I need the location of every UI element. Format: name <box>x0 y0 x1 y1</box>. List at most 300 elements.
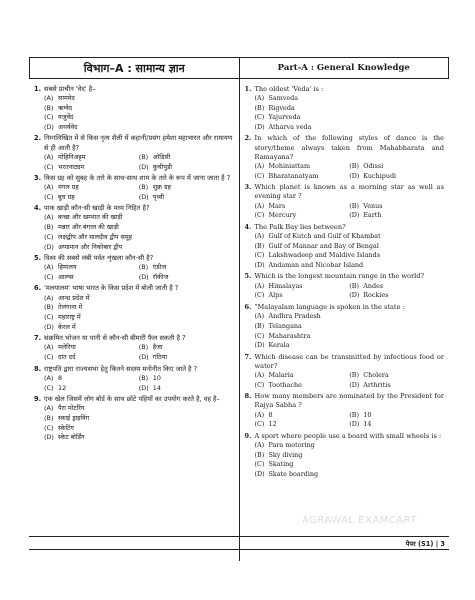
answer-option <box>139 153 234 163</box>
option-letter: (D) <box>254 123 265 132</box>
option-letter: (A) <box>254 371 265 380</box>
question-row <box>34 365 234 374</box>
question-number: 8. <box>34 364 42 373</box>
answer-option <box>255 291 350 301</box>
option-text: Skating <box>268 460 294 469</box>
answer-option <box>44 294 234 304</box>
option-text: पैरा मोटरिंग <box>58 404 85 413</box>
question-number: 6. <box>34 284 42 293</box>
option-text: 14 <box>152 383 161 392</box>
option-text: कुचीपुडी <box>152 162 173 171</box>
answer-option <box>349 381 444 391</box>
option-text: ऋग्वेद <box>58 103 73 112</box>
option-text: Alps <box>268 291 283 300</box>
option-text: मन्नार और बंगाल की खाड़ी <box>58 223 119 232</box>
answer-option <box>255 211 350 221</box>
option-letter: (B) <box>349 410 359 419</box>
question-text: पाक खाड़ी कौन-सी खाड़ी के मध्य निहित है? <box>44 204 150 213</box>
option-letter: (A) <box>44 183 54 192</box>
option-text: तेलंगाना में <box>58 303 83 312</box>
option-letter: (A) <box>254 410 265 419</box>
question-text: सबसे प्राचीन 'वेद' है– <box>44 84 96 93</box>
option-text: Cholera <box>363 371 389 380</box>
answer-option <box>255 113 445 123</box>
option-text: Andhra Pradesh <box>268 311 321 320</box>
options-list <box>34 263 234 283</box>
answer-option <box>139 163 234 173</box>
question-row <box>34 85 234 94</box>
answer-option <box>44 433 234 443</box>
option-text: महाराष्ट्र में <box>58 313 81 322</box>
option-letter: (C) <box>254 331 265 340</box>
answer-option <box>44 414 234 424</box>
option-letter: (D) <box>44 322 54 331</box>
question-number: 8. <box>244 392 252 401</box>
option-text: Atharva veda <box>268 123 312 132</box>
option-text: केरल में <box>58 322 76 331</box>
option-letter: (A) <box>44 263 54 272</box>
answer-option <box>255 371 350 381</box>
question-number: 5. <box>244 272 252 281</box>
answer-option <box>44 384 139 394</box>
option-letter: (A) <box>44 404 54 413</box>
question-text: A sport where people use a board with small wheels is : <box>254 431 442 440</box>
answer-option <box>349 202 444 212</box>
question-number: 1. <box>34 84 42 93</box>
question-row <box>245 392 445 410</box>
option-letter: (D) <box>138 383 149 392</box>
answer-option <box>255 460 445 470</box>
options-list <box>245 371 445 391</box>
option-text: Telangana <box>268 321 302 330</box>
option-letter: (D) <box>349 291 360 300</box>
option-letter: (A) <box>254 231 265 240</box>
option-letter: (C) <box>44 353 54 362</box>
answer-option <box>139 353 234 363</box>
question-number: 3. <box>244 183 252 192</box>
option-text: Mohiniattam <box>268 162 311 170</box>
option-letter: (C) <box>254 291 265 300</box>
option-letter: (D) <box>254 261 265 270</box>
options-list <box>245 232 445 271</box>
answer-option <box>139 384 234 394</box>
option-text: आन्ध्र प्रदेश में <box>58 293 90 302</box>
option-letter: (D) <box>138 192 149 201</box>
question-block <box>34 284 234 332</box>
options-list <box>34 343 234 363</box>
question-text: The oldest 'Veda' is : <box>254 84 324 93</box>
option-text: Gulf of Mannar and Bay of Bengal <box>268 241 379 250</box>
answer-option <box>139 343 234 353</box>
answer-option <box>349 291 444 301</box>
option-letter: (B) <box>138 263 149 272</box>
option-text: पृथ्वी <box>152 192 165 201</box>
answer-option <box>349 172 444 182</box>
option-text: Mars <box>268 201 286 210</box>
option-text: लक्षद्वीप और मालदीव द्वीप समूह <box>58 232 133 241</box>
option-text: 8 <box>58 373 63 382</box>
option-text: 12 <box>268 420 277 429</box>
question-number: 4. <box>244 222 252 231</box>
question-block <box>34 334 234 363</box>
option-letter: (A) <box>254 281 265 290</box>
question-number: 5. <box>34 254 42 263</box>
answer-option <box>44 94 234 104</box>
answer-option <box>44 353 139 363</box>
section-header <box>29 57 449 79</box>
page-number-label: पेपर (S1) | 3 <box>405 539 445 548</box>
option-letter: (C) <box>44 192 54 201</box>
option-text: कच्छ और खम्भात की खाड़ी <box>58 213 123 222</box>
option-text: मंगल ग्रह <box>58 183 79 192</box>
option-text: Odissi <box>363 162 384 170</box>
answer-option <box>255 312 445 322</box>
question-block <box>245 392 445 430</box>
answer-option <box>349 282 444 292</box>
question-text: विश्व की सबसे लंबी पर्वत शृंखला कौन-सी है? <box>44 254 154 263</box>
option-text: Skate boarding <box>268 470 319 479</box>
option-letter: (D) <box>254 470 265 479</box>
option-letter: (D) <box>138 353 149 362</box>
option-text: Para motoring <box>268 440 315 449</box>
option-letter: (C) <box>254 420 265 429</box>
options-list <box>245 411 445 431</box>
question-block <box>34 365 234 394</box>
answer-option <box>255 411 350 421</box>
option-letter: (B) <box>44 103 54 112</box>
option-letter: (C) <box>254 380 265 389</box>
option-text: Earth <box>363 211 382 220</box>
answer-option <box>255 261 445 271</box>
option-letter: (A) <box>254 440 265 449</box>
option-text: स्केटिंग <box>58 423 74 432</box>
question-number: 9. <box>34 394 42 403</box>
answer-option <box>44 153 139 163</box>
question-text: संक्रमित भोजन या पानी से कौन-सी बीमारी फैल सकती है ? <box>44 334 186 343</box>
option-text: यजुर्वेद <box>58 113 74 122</box>
question-row <box>245 303 445 312</box>
answer-option <box>139 183 234 193</box>
question-block <box>34 174 234 203</box>
option-text: Sky diving <box>268 450 303 459</box>
answer-option <box>44 104 234 114</box>
answer-option <box>44 263 139 273</box>
option-text: Mercury <box>268 211 297 220</box>
option-letter: (B) <box>254 321 265 330</box>
question-columns <box>29 79 449 561</box>
option-letter: (D) <box>44 123 54 132</box>
question-text: Which planet is known as a morning star as well as evening star ? <box>254 183 444 201</box>
option-text: रॉकीज <box>152 273 169 282</box>
option-text: अथर्ववेद <box>58 123 78 132</box>
option-text: मोहिनिअट्टम <box>58 152 86 161</box>
question-row <box>245 223 445 232</box>
option-text: Arthritis <box>363 380 391 389</box>
question-number: 2. <box>34 134 42 143</box>
answer-option <box>139 263 234 273</box>
option-letter: (C) <box>254 113 265 122</box>
question-block <box>245 134 445 181</box>
option-text: Gulf of Kutch and Gulf of Khambat <box>268 231 381 240</box>
option-letter: (A) <box>254 93 265 102</box>
option-text: गठिया <box>152 353 168 362</box>
options-list <box>34 153 234 173</box>
question-number: 1. <box>244 84 252 93</box>
question-block <box>34 85 234 133</box>
question-row <box>34 334 234 343</box>
option-text: ओडिसी <box>152 152 171 161</box>
option-text: 10 <box>363 410 372 419</box>
answer-option <box>44 113 234 123</box>
answer-option <box>255 341 445 351</box>
option-text: हैजा <box>152 343 163 352</box>
option-text: बुध ग्रह <box>58 192 75 201</box>
question-row <box>245 272 445 281</box>
answer-option <box>255 251 445 261</box>
option-letter: (B) <box>349 281 359 290</box>
option-text: सामवेद <box>58 93 75 102</box>
answer-option <box>349 211 444 221</box>
option-text: Maharashtra <box>268 331 311 340</box>
option-letter: (A) <box>44 93 54 102</box>
option-letter: (D) <box>138 273 149 282</box>
question-number: 7. <box>34 334 42 343</box>
question-row <box>34 174 234 183</box>
options-list <box>245 312 445 351</box>
english-section-title: Part-A : General Knowledge <box>277 63 410 73</box>
option-letter: (C) <box>44 232 54 241</box>
option-text: Himalayas <box>268 281 303 290</box>
option-text: दांत दर्द <box>58 353 76 362</box>
question-block <box>245 353 445 391</box>
option-text: एंडीज <box>152 263 167 272</box>
answer-option <box>44 374 139 384</box>
option-letter: (B) <box>44 413 54 422</box>
option-letter: (B) <box>44 223 54 232</box>
question-row <box>34 204 234 213</box>
option-letter: (D) <box>349 380 360 389</box>
answer-option <box>255 242 445 252</box>
option-letter: (D) <box>44 242 54 251</box>
answer-option <box>44 233 234 243</box>
option-text: शुक्र ग्रह <box>152 183 172 192</box>
option-letter: (A) <box>254 162 265 170</box>
answer-option <box>255 202 350 212</box>
option-letter: (D) <box>349 211 360 220</box>
option-letter: (A) <box>44 373 54 382</box>
option-letter: (B) <box>138 152 149 161</box>
option-text: Venus <box>363 201 383 210</box>
option-letter: (C) <box>44 162 54 171</box>
option-letter: (B) <box>349 162 359 170</box>
answer-option <box>255 381 350 391</box>
answer-option <box>44 313 234 323</box>
answer-option <box>255 420 350 430</box>
option-letter: (B) <box>254 103 265 112</box>
answer-option <box>44 183 139 193</box>
options-list <box>34 404 234 443</box>
question-row <box>245 183 445 201</box>
question-text: How many members are nominated by the President for Rajya Sabha ? <box>254 392 444 410</box>
option-letter: (C) <box>44 313 54 322</box>
option-letter: (A) <box>44 343 54 352</box>
question-block <box>245 432 445 480</box>
question-text: निम्नलिखित में से किस नृत्य शैली में कहानी/प्रसंग हमेशा महाभारत और रामायण से ही आती है? <box>44 134 233 152</box>
question-text: Which disease can be transmitted by infectious food or water? <box>254 352 444 370</box>
answer-option <box>44 213 234 223</box>
answer-option <box>44 163 139 173</box>
answer-option <box>255 451 445 461</box>
option-letter: (C) <box>44 113 54 122</box>
watermark-text: AGRAWAL EXAMCART <box>302 515 417 526</box>
question-number: 6. <box>244 302 252 311</box>
options-list <box>34 213 234 252</box>
option-letter: (A) <box>44 293 54 302</box>
option-letter: (D) <box>138 162 149 171</box>
answer-option <box>44 343 139 353</box>
option-letter: (A) <box>44 213 54 222</box>
question-row <box>245 432 445 441</box>
question-row <box>245 353 445 371</box>
option-text: स्काई ड्राइविंग <box>58 413 90 422</box>
answer-option <box>44 243 234 253</box>
option-text: हिमालय <box>58 263 77 272</box>
option-letter: (D) <box>44 433 54 442</box>
option-letter: (C) <box>44 273 54 282</box>
option-letter: (C) <box>44 383 54 392</box>
option-letter: (A) <box>254 201 265 210</box>
option-letter: (C) <box>254 251 265 260</box>
options-list <box>34 294 234 333</box>
question-text: "Malayalam language is spoken in the state : <box>254 302 405 311</box>
option-text: अण्डमान और निकोबार द्वीप <box>58 242 123 251</box>
option-text: Kerala <box>268 341 290 350</box>
question-row <box>34 254 234 263</box>
option-text: Bharatanatyam <box>268 171 319 180</box>
option-text: Malaria <box>268 371 294 380</box>
question-number: 7. <box>244 352 252 361</box>
question-block <box>34 134 234 172</box>
option-text: Rigveda <box>268 103 295 112</box>
answer-option <box>139 193 234 203</box>
option-letter: (C) <box>254 460 265 469</box>
option-text: मलेरिया <box>58 343 76 352</box>
option-text: 8 <box>268 410 273 419</box>
answer-option <box>44 273 139 283</box>
answer-option <box>139 273 234 283</box>
option-text: Toothache <box>268 380 302 389</box>
option-letter: (B) <box>349 201 359 210</box>
options-list <box>245 162 445 182</box>
question-block <box>245 272 445 301</box>
question-text: राष्ट्रपति द्वारा राज्यसभा हेतु कितने सदस्य मनोनीत किए जाते है ? <box>44 364 198 373</box>
answer-option <box>255 162 350 172</box>
option-text: Yajurveda <box>268 113 301 122</box>
question-row <box>245 134 445 162</box>
answer-option <box>255 441 445 451</box>
option-letter: (C) <box>44 423 54 432</box>
option-text: 10 <box>152 373 161 382</box>
option-letter: (B) <box>138 373 149 382</box>
question-row <box>34 134 234 152</box>
question-text: 'मलयालम' भाषा भारत के किस प्रदेश में बोली जाती है ? <box>44 284 179 293</box>
question-number: 3. <box>34 173 42 182</box>
question-text: एक खेल जिसमें लोग बोर्ड के साथ छोटे पहियों का उपयोग करते है, वह है– <box>44 394 220 403</box>
answer-option <box>255 322 445 332</box>
answer-option <box>44 404 234 414</box>
answer-option <box>255 104 445 114</box>
question-text: The Palk Bay lies between? <box>254 222 346 231</box>
answer-option <box>44 303 234 313</box>
option-letter: (B) <box>44 303 54 312</box>
question-block <box>245 303 445 351</box>
page-footer <box>29 536 449 550</box>
answer-option <box>349 162 444 172</box>
options-list <box>245 282 445 302</box>
question-block <box>34 204 234 252</box>
option-text: Andaman and Nicobar Island <box>268 261 364 270</box>
option-letter: (B) <box>138 183 149 192</box>
question-text: In which of the following styles of dance is the story/theme always taken from Mahabharata and Ramayana? <box>254 134 444 161</box>
question-block <box>245 183 445 221</box>
answer-option <box>349 420 444 430</box>
options-list <box>34 94 234 133</box>
answer-option <box>255 123 445 133</box>
answer-option <box>349 411 444 421</box>
option-letter: (D) <box>254 341 265 350</box>
option-text: Lakshwadeep and Maldive Islands <box>268 251 381 260</box>
option-letter: (B) <box>254 241 265 250</box>
question-block <box>34 395 234 443</box>
question-text: Which is the longest mountain range in the world? <box>254 272 425 281</box>
options-list <box>34 183 234 203</box>
option-letter: (C) <box>254 171 265 180</box>
question-row <box>245 85 445 94</box>
option-text: स्केट बोर्डिंग <box>58 433 85 442</box>
question-block <box>245 85 445 133</box>
option-letter: (D) <box>349 171 360 180</box>
option-text: आल्प्स <box>58 273 74 282</box>
option-text: Andes <box>363 281 384 290</box>
option-letter: (C) <box>254 211 265 220</box>
option-text: 12 <box>58 383 67 392</box>
answer-option <box>44 323 234 333</box>
options-list <box>245 202 445 222</box>
answer-option <box>44 193 139 203</box>
option-letter: (A) <box>44 152 54 161</box>
question-block <box>34 254 234 283</box>
option-text: Samveda <box>268 93 299 102</box>
hindi-section-title: विभाग–A : सामान्य ज्ञान <box>30 58 240 78</box>
options-list <box>245 441 445 480</box>
question-number: 2. <box>244 134 252 143</box>
answer-option <box>139 374 234 384</box>
option-text: 14 <box>363 420 372 429</box>
answer-option <box>255 232 445 242</box>
option-letter: (B) <box>254 450 265 459</box>
question-row <box>34 395 234 404</box>
options-list <box>34 374 234 394</box>
answer-option <box>255 470 445 480</box>
option-letter: (D) <box>349 420 360 429</box>
answer-option <box>255 94 445 104</box>
options-list <box>245 94 445 133</box>
option-letter: (A) <box>254 311 265 320</box>
english-question-column <box>240 79 450 561</box>
hindi-question-column <box>29 79 240 561</box>
question-number: 9. <box>244 431 252 440</box>
question-number: 4. <box>34 204 42 213</box>
